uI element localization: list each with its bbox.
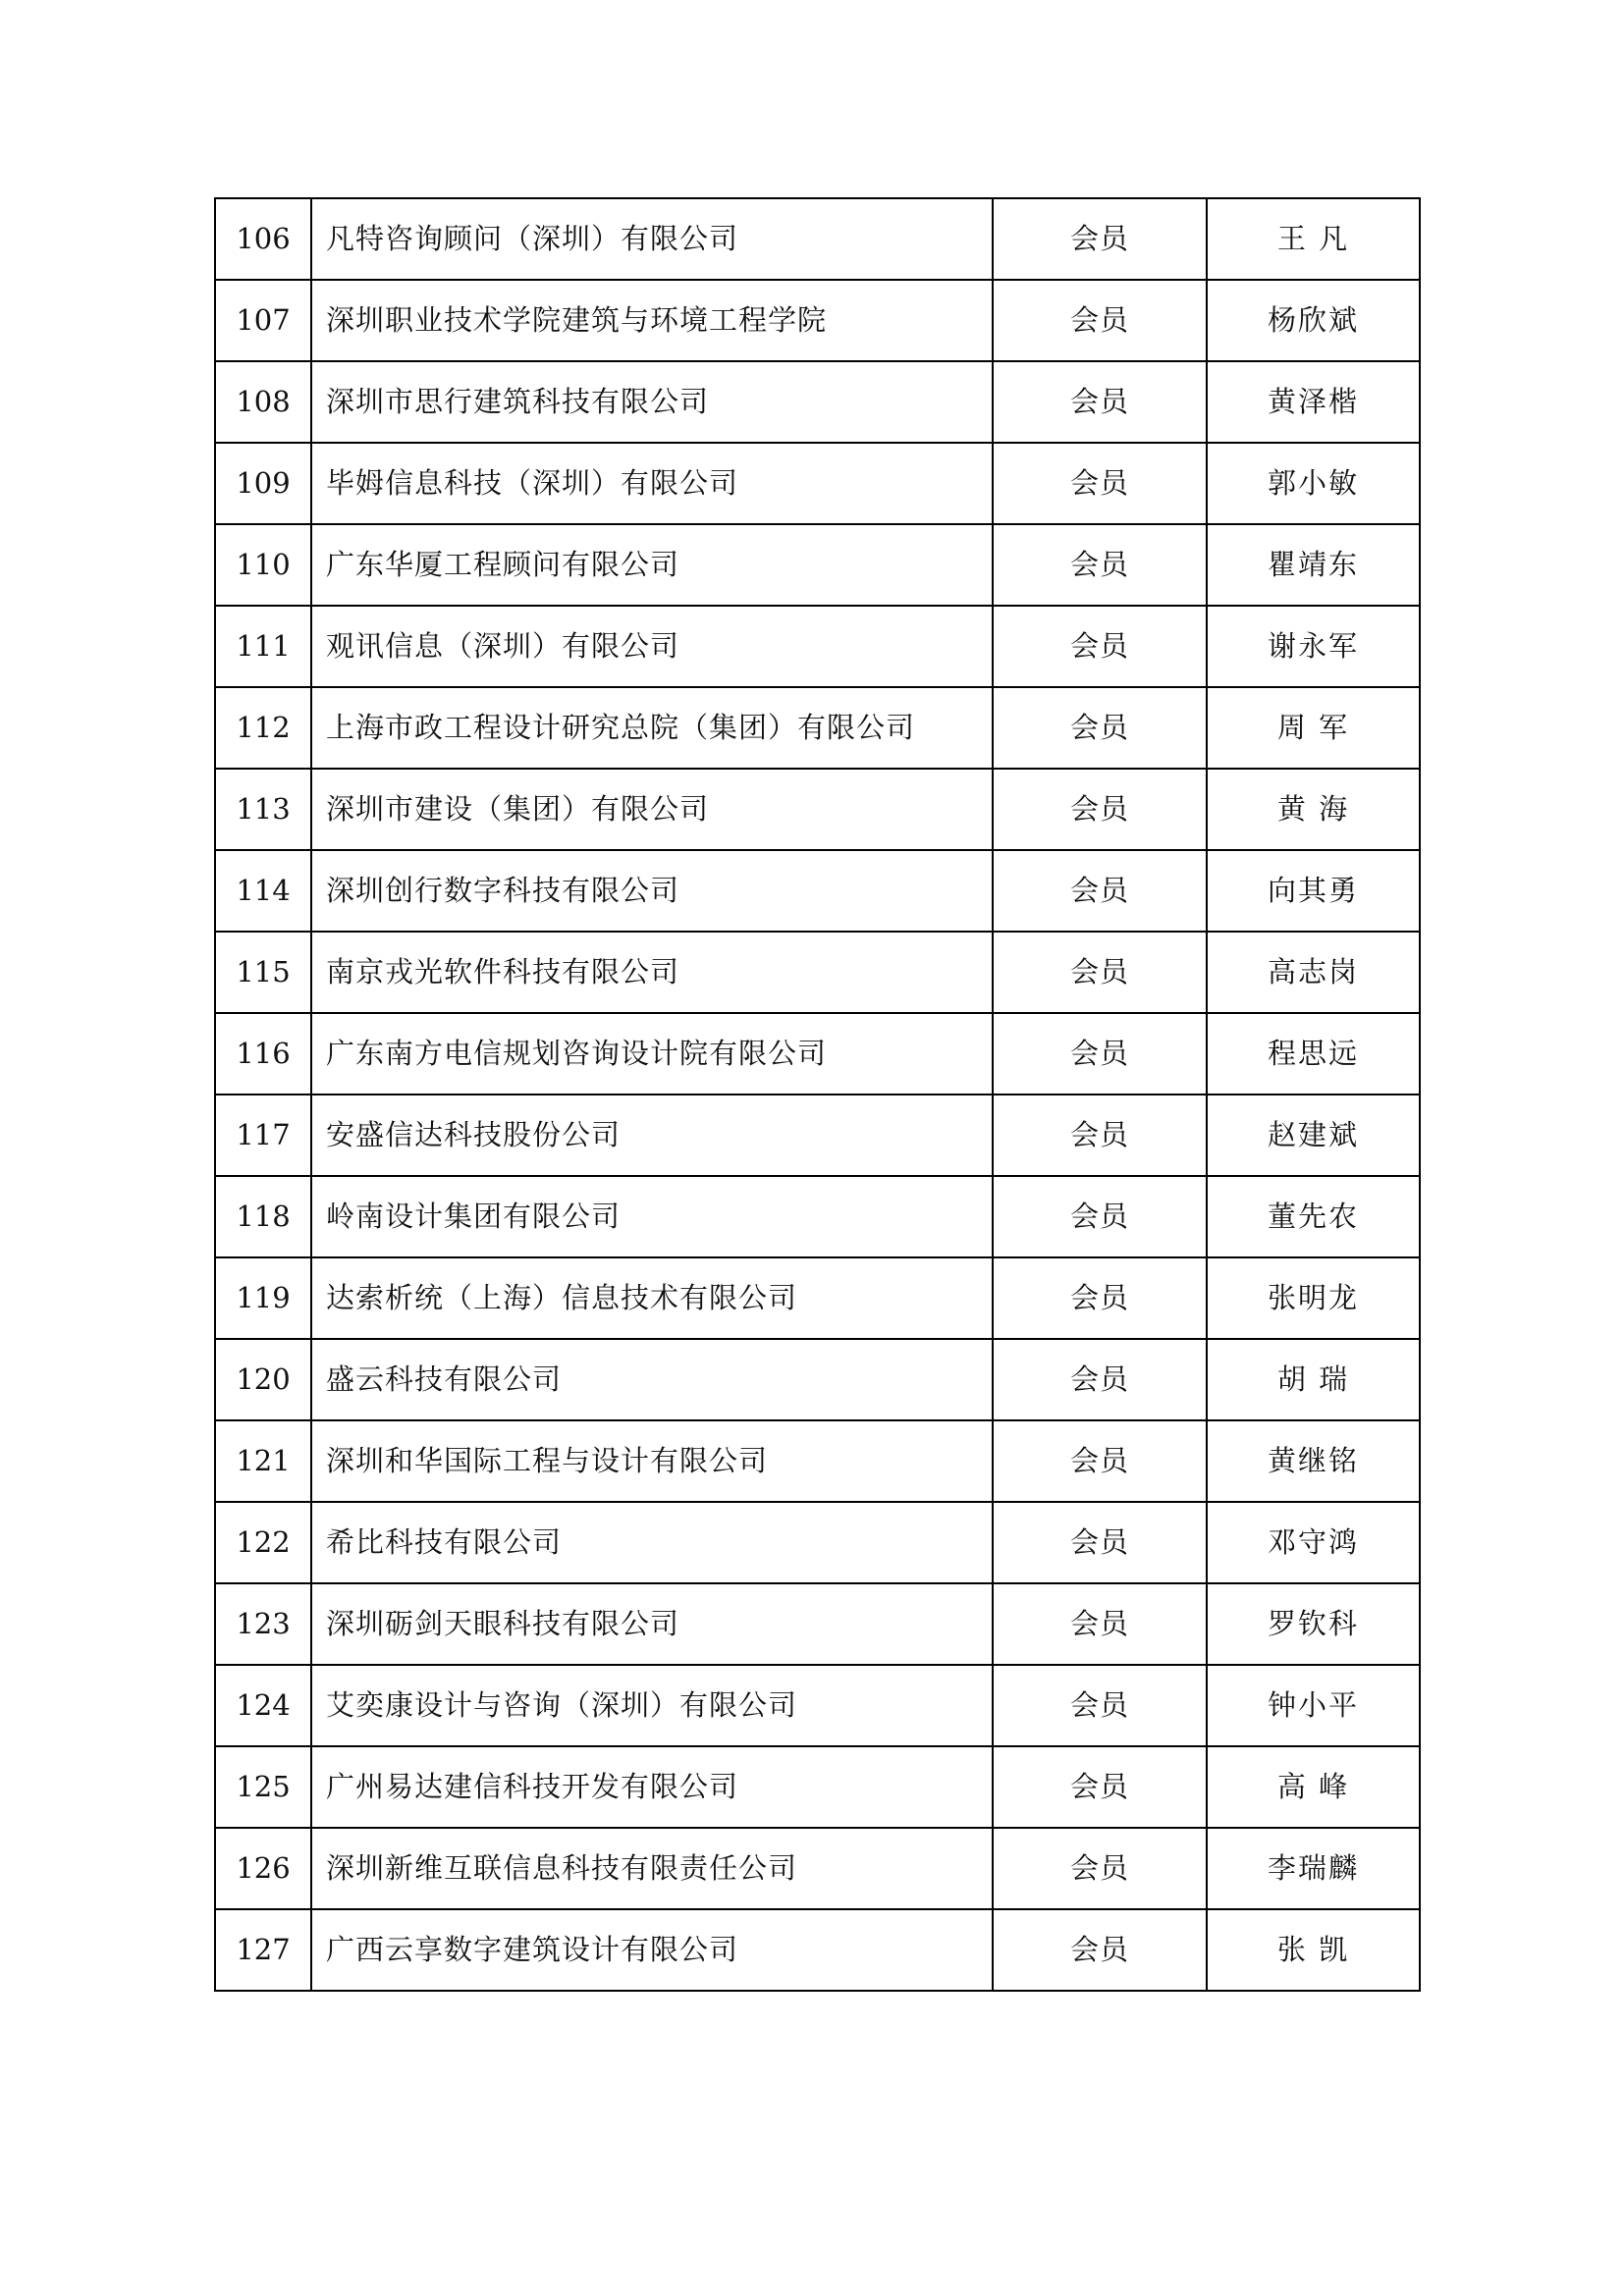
table-row: [215, 606, 1420, 687]
membership-type: 会员: [993, 524, 1207, 606]
row-number: 106: [215, 198, 311, 280]
row-number: 114: [215, 850, 311, 932]
organization-name: 广东南方电信规划咨询设计院有限公司: [311, 1013, 993, 1095]
representative-name: 瞿靖东: [1207, 524, 1420, 606]
membership-type: 会员: [993, 1095, 1207, 1176]
representative-name: 罗钦科: [1207, 1583, 1420, 1665]
representative-name: 郭小敏: [1207, 443, 1420, 524]
organization-name: 广东华厦工程顾问有限公司: [311, 524, 993, 606]
table-row: [215, 1257, 1420, 1339]
membership-type: 会员: [993, 443, 1207, 524]
row-number: 111: [215, 606, 311, 687]
row-number: 110: [215, 524, 311, 606]
membership-type: 会员: [993, 1420, 1207, 1502]
table-row: [215, 1583, 1420, 1665]
table-row: [215, 280, 1420, 361]
organization-name: 深圳砺剑天眼科技有限公司: [311, 1583, 993, 1665]
table-row: [215, 524, 1420, 606]
membership-type: 会员: [993, 606, 1207, 687]
row-number: 125: [215, 1746, 311, 1828]
organization-name: 观讯信息（深圳）有限公司: [311, 606, 993, 687]
table-row: [215, 1420, 1420, 1502]
membership-type: 会员: [993, 1583, 1207, 1665]
table-row: [215, 932, 1420, 1013]
organization-name: 深圳新维互联信息科技有限责任公司: [311, 1828, 993, 1909]
membership-type: 会员: [993, 1176, 1207, 1257]
organization-name: 安盛信达科技股份公司: [311, 1095, 993, 1176]
row-number: 119: [215, 1257, 311, 1339]
organization-name: 南京戎光软件科技有限公司: [311, 932, 993, 1013]
representative-name: 高志岗: [1207, 932, 1420, 1013]
table-row: [215, 1176, 1420, 1257]
membership-type: 会员: [993, 850, 1207, 932]
table-row: [215, 1665, 1420, 1746]
representative-name: 黄 海: [1207, 769, 1420, 850]
representative-name: 董先农: [1207, 1176, 1420, 1257]
membership-type: 会员: [993, 769, 1207, 850]
table-row: [215, 687, 1420, 769]
membership-type: 会员: [993, 1746, 1207, 1828]
representative-name: 胡 瑞: [1207, 1339, 1420, 1420]
organization-name: 达索析统（上海）信息技术有限公司: [311, 1257, 993, 1339]
organization-name: 广西云享数字建筑设计有限公司: [311, 1909, 993, 1991]
row-number: 112: [215, 687, 311, 769]
row-number: 124: [215, 1665, 311, 1746]
membership-type: 会员: [993, 1828, 1207, 1909]
organization-name: 艾奕康设计与咨询（深圳）有限公司: [311, 1665, 993, 1746]
row-number: 118: [215, 1176, 311, 1257]
representative-name: 程思远: [1207, 1013, 1420, 1095]
row-number: 120: [215, 1339, 311, 1420]
row-number: 116: [215, 1013, 311, 1095]
membership-type: 会员: [993, 280, 1207, 361]
membership-type: 会员: [993, 1502, 1207, 1583]
organization-name: 上海市政工程设计研究总院（集团）有限公司: [311, 687, 993, 769]
representative-name: 黄继铭: [1207, 1420, 1420, 1502]
row-number: 107: [215, 280, 311, 361]
row-number: 127: [215, 1909, 311, 1991]
row-number: 115: [215, 932, 311, 1013]
membership-type: 会员: [993, 1339, 1207, 1420]
organization-name: 深圳市建设（集团）有限公司: [311, 769, 993, 850]
membership-type: 会员: [993, 1013, 1207, 1095]
row-number: 122: [215, 1502, 311, 1583]
table-row: [215, 1828, 1420, 1909]
organization-name: 深圳创行数字科技有限公司: [311, 850, 993, 932]
organization-name: 岭南设计集团有限公司: [311, 1176, 993, 1257]
table-row: [215, 850, 1420, 932]
row-number: 126: [215, 1828, 311, 1909]
membership-type: 会员: [993, 361, 1207, 443]
table-row: [215, 1502, 1420, 1583]
row-number: 123: [215, 1583, 311, 1665]
membership-type: 会员: [993, 1665, 1207, 1746]
row-number: 108: [215, 361, 311, 443]
membership-type: 会员: [993, 932, 1207, 1013]
organization-name: 深圳市思行建筑科技有限公司: [311, 361, 993, 443]
representative-name: 李瑞麟: [1207, 1828, 1420, 1909]
table-row: [215, 769, 1420, 850]
organization-name: 凡特咨询顾问（深圳）有限公司: [311, 198, 993, 280]
membership-type: 会员: [993, 1257, 1207, 1339]
representative-name: 周 军: [1207, 687, 1420, 769]
representative-name: 高 峰: [1207, 1746, 1420, 1828]
representative-name: 张明龙: [1207, 1257, 1420, 1339]
row-number: 109: [215, 443, 311, 524]
representative-name: 邓守鸿: [1207, 1502, 1420, 1583]
row-number: 117: [215, 1095, 311, 1176]
organization-name: 毕姆信息科技（深圳）有限公司: [311, 443, 993, 524]
table-row: [215, 1339, 1420, 1420]
representative-name: 赵建斌: [1207, 1095, 1420, 1176]
table-row: [215, 1095, 1420, 1176]
table-row: [215, 443, 1420, 524]
table-row: [215, 361, 1420, 443]
organization-name: 广州易达建信科技开发有限公司: [311, 1746, 993, 1828]
representative-name: 谢永军: [1207, 606, 1420, 687]
row-number: 113: [215, 769, 311, 850]
table-row: [215, 198, 1420, 280]
representative-name: 张 凯: [1207, 1909, 1420, 1991]
table-row: [215, 1909, 1420, 1991]
representative-name: 黄泽楷: [1207, 361, 1420, 443]
table-row: [215, 1746, 1420, 1828]
organization-name: 深圳职业技术学院建筑与环境工程学院: [311, 280, 993, 361]
representative-name: 钟小平: [1207, 1665, 1420, 1746]
member-table: [214, 197, 1421, 1992]
representative-name: 杨欣斌: [1207, 280, 1420, 361]
table-row: [215, 1013, 1420, 1095]
representative-name: 向其勇: [1207, 850, 1420, 932]
organization-name: 希比科技有限公司: [311, 1502, 993, 1583]
membership-type: 会员: [993, 198, 1207, 280]
membership-type: 会员: [993, 1909, 1207, 1991]
membership-type: 会员: [993, 687, 1207, 769]
organization-name: 深圳和华国际工程与设计有限公司: [311, 1420, 993, 1502]
organization-name: 盛云科技有限公司: [311, 1339, 993, 1420]
row-number: 121: [215, 1420, 311, 1502]
representative-name: 王 凡: [1207, 198, 1420, 280]
member-table-body: [215, 198, 1420, 1991]
